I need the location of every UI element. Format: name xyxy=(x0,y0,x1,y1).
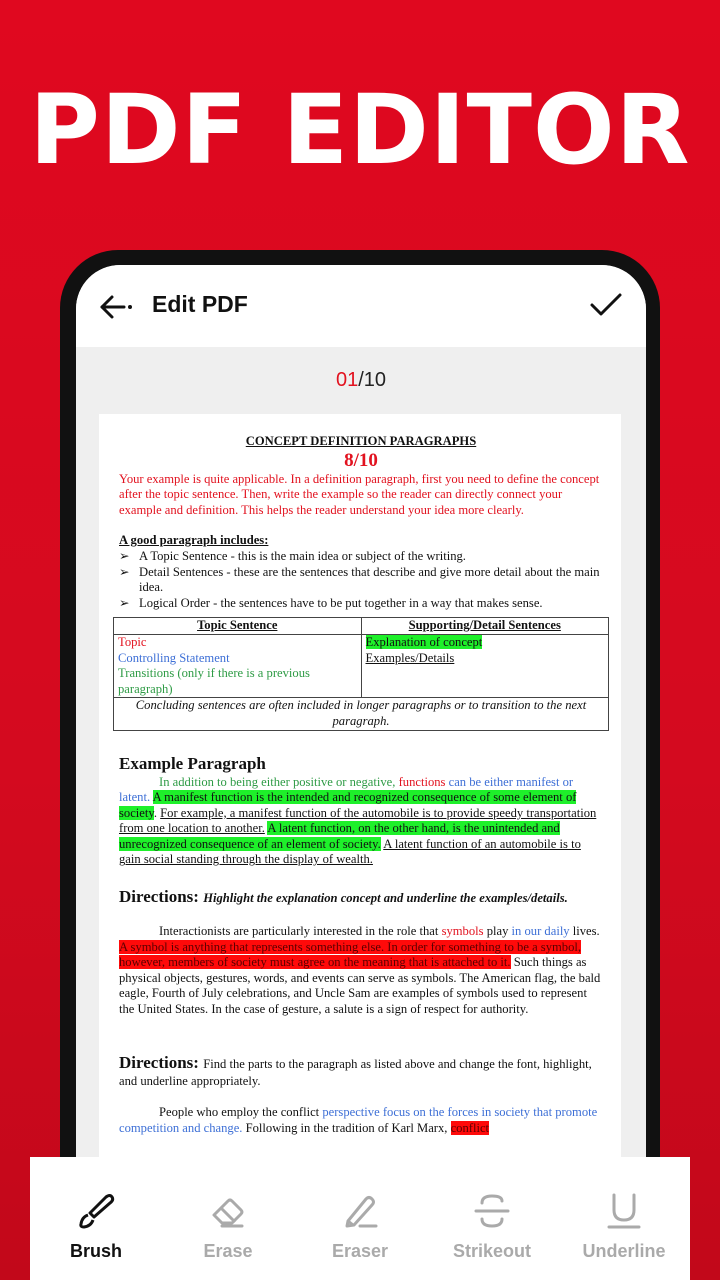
directions-1: Directions: Highlight the explanation concept and underline the examples/details. xyxy=(119,887,568,907)
erase-tool-button[interactable] xyxy=(162,1157,294,1280)
page-title: Edit PDF xyxy=(152,291,248,317)
strikeout-tool-button[interactable] xyxy=(426,1157,558,1280)
tool-label: Brush xyxy=(69,1241,122,1261)
topic-table xyxy=(113,617,609,730)
app-header xyxy=(76,265,646,347)
list-item: ➢ A Topic Sentence - this is the main idea or subject of the writing. xyxy=(119,548,466,563)
section-heading: Example Paragraph xyxy=(119,753,266,773)
brush-icon xyxy=(76,1191,116,1231)
back-button[interactable] xyxy=(96,287,136,327)
arrow-left-icon xyxy=(98,293,134,321)
feedback-paragraph: Your example is quite applicable. In a definition paragraph, first you need to define the concept after the topic sentence. Then, write the example so the reader can directly connect your example and definition. This helps the reader understand your idea more clearly. xyxy=(119,471,600,517)
tool-label: Strikeout xyxy=(452,1241,531,1261)
tool-label: Eraser xyxy=(331,1241,389,1261)
table-header: Supporting/Detail Sentences xyxy=(361,618,609,635)
directions-2: Directions: Find the parts to the paragraph as listed above and change the font, highlight, and underline appropriately. xyxy=(119,1052,592,1088)
edit-toolbar xyxy=(30,1157,690,1280)
conflict-paragraph: People who employ the conflict perspective focus on the forces in society that promote competition and change. Following in the tradition of Karl Marx, conflict xyxy=(119,1105,598,1135)
brush-tool-button[interactable] xyxy=(30,1157,162,1280)
app-screen xyxy=(76,265,646,1280)
pdf-page[interactable] xyxy=(99,414,621,1280)
eraser-tool-button[interactable] xyxy=(294,1157,426,1280)
doc-title: CONCEPT DEFINITION PARAGRAPHS xyxy=(245,434,477,448)
underline-tool-button[interactable] xyxy=(558,1157,690,1280)
tool-label: Erase xyxy=(203,1241,253,1261)
check-icon xyxy=(589,291,623,319)
table-footer: Concluding sentences are often included in longer paragraphs or to transition to the next paragraph. xyxy=(114,698,609,730)
promo-title: PDF EDITOR xyxy=(29,74,691,186)
example-paragraph: In addition to being either positive or negative, functions can be either manifest or latent. A manifest function is the intended and recognized consequence of some element of society. For example, a manifest function of the automobile is to provide speedy transportation from one location to another. A latent function, on the other hand, is the unintended and unrecognized consequence of an element of society. A latent function of an automobile is to gain social standing through the display of wealth. xyxy=(119,774,597,867)
eraser-pen-icon xyxy=(340,1191,380,1231)
doc-score: 8/10 xyxy=(344,449,378,471)
symbols-paragraph: Interactionists are particularly interested in the role that symbols play in our daily lives. A symbol is anything that represents something else. In order for something to be a symbol, however, members of society must agree on the meaning that is attached to it. Such things as physical objects, gestures, words, and events can serve as symbols. The American flag, the bald eagle, Fourth of July celebrations, and Uncle Sam are examples of symbols used to represent the United States. In the case of gesture, a salute is a sign of respect for authority. xyxy=(119,924,601,1017)
confirm-button[interactable] xyxy=(586,285,626,325)
list-item: ➢ Detail Sentences - these are the sentences that describe and give more detail about the main idea. xyxy=(119,564,600,595)
strikeout-icon xyxy=(472,1191,512,1231)
table-cell: Explanation of concept Examples/Details xyxy=(361,634,609,697)
page-counter xyxy=(76,369,646,392)
table-cell: Topic Controlling Statement Transitions (only if there is a previous paragraph) xyxy=(114,634,362,697)
includes-heading: A good paragraph includes: xyxy=(119,533,269,548)
current-page: 01 xyxy=(335,369,359,391)
total-pages: /10 xyxy=(358,369,387,391)
tool-label: Underline xyxy=(582,1241,666,1261)
underline-icon xyxy=(604,1191,644,1231)
erase-icon xyxy=(208,1191,248,1231)
table-header: Topic Sentence xyxy=(114,618,362,635)
list-item: ➢ Logical Order - the sentences have to be put together in a way that makes sense. xyxy=(119,595,543,610)
